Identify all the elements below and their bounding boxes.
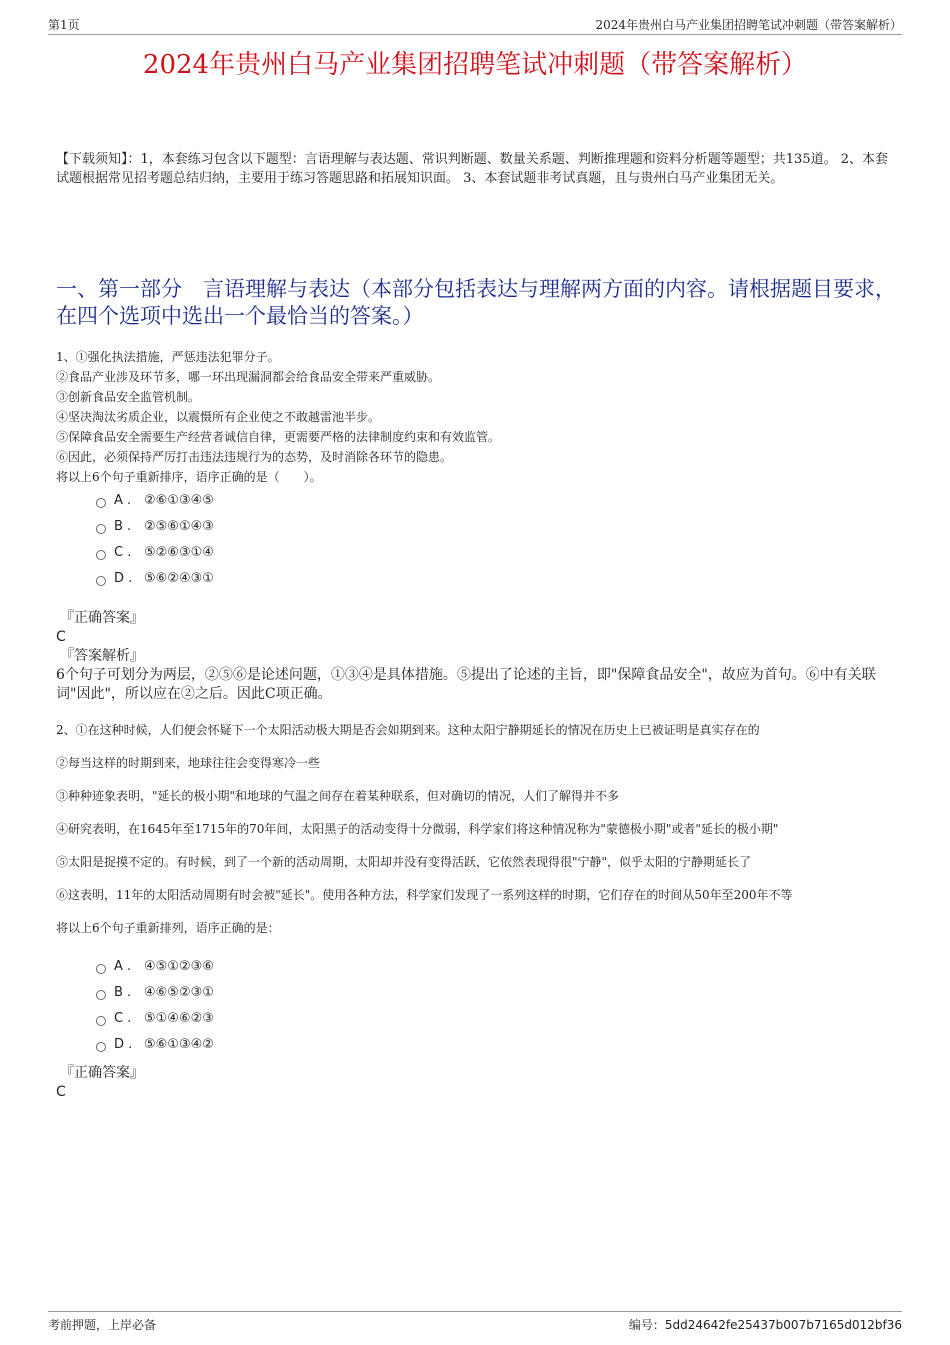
q2-line: ③种种迹象表明，"延长的极小期"和地球的气温之间存在着某种联系，但对确切的情况，人们了解得并不多	[56, 789, 620, 803]
q1-option-d[interactable]	[96, 566, 214, 592]
q2-line: 将以上6个句子重新排列，语序正确的是：	[56, 921, 280, 935]
footer-slogan: 考前押题，上岸必备	[48, 1318, 157, 1332]
analysis-label: 『答案解析』	[60, 648, 144, 664]
answer-value: C	[56, 1084, 66, 1100]
option-text: ②⑥①③④⑤	[144, 493, 214, 508]
page-footer	[48, 1311, 902, 1336]
option-key: D .	[114, 1037, 133, 1052]
q2-option-d[interactable]	[96, 1032, 214, 1058]
question-1-options	[96, 488, 214, 592]
radio-icon[interactable]	[96, 550, 106, 560]
radio-icon[interactable]	[96, 964, 106, 974]
question-2-stem	[56, 720, 898, 951]
option-key: C .	[114, 1011, 132, 1026]
q2-line: ⑤太阳是捉摸不定的。有时候，到了一个新的活动周期，太阳却并没有变得活跃，它依然表现得很"宁静"，似乎太阳的宁静期延长了	[56, 855, 752, 869]
option-key: A .	[114, 959, 132, 974]
q1-line: ④坚决淘汰劣质企业，以震慑所有企业使之不敢越雷池半步。	[56, 410, 381, 424]
option-text: ④⑤①②③⑥	[144, 959, 214, 974]
radio-icon[interactable]	[96, 1042, 106, 1052]
q1-line: ⑥因此，必须保持严厉打击违法违规行为的态势，及时消除各环节的隐患。	[56, 450, 453, 464]
q2-line: ④研究表明，在1645年至1715年的70年间，太阳黑子的活动变得十分微弱，科学家们将这种情况称为"蒙德极小期"或者"延长的极小期"	[56, 822, 779, 836]
option-text: ②⑤⑥①④③	[144, 519, 214, 534]
question-1-answer	[56, 609, 898, 704]
option-text: ⑤②⑥③①④	[144, 545, 214, 560]
option-key: A .	[114, 493, 132, 508]
option-key: B .	[114, 519, 132, 534]
answer-value: C	[56, 629, 66, 645]
option-key: B .	[114, 985, 132, 1000]
header-doc-title: 2024年贵州白马产业集团招聘笔试冲刺题（带答案解析）	[595, 18, 902, 32]
download-notice: 【下载须知】：1，本套练习包含以下题型：言语理解与表达题、常识判断题、数量关系题、判断推理题和资料分析题等题型；共135道。 2、本套试题根据常见招考题总结归纳，主要用于练习答题思路和拓展知识面。 3、本套试题非考试真题，且与贵州白马产业集团无关。	[56, 152, 888, 186]
q2-line: ②每当这样的时期到来，地球往往会变得寒冷一些	[56, 756, 321, 770]
answer-label: 『正确答案』	[60, 1065, 144, 1081]
q2-option-a[interactable]	[96, 954, 214, 980]
question-2-options	[96, 954, 214, 1058]
radio-icon[interactable]	[96, 1016, 106, 1026]
q1-line: ⑤保障食品安全需要生产经营者诚信自律，更需要严格的法律制度约束和有效监管。	[56, 430, 501, 444]
option-text: ⑤⑥②④③①	[144, 571, 214, 586]
analysis-text: 6个句子可划分为两层，②⑤⑥是论述问题，①③④是具体措施。⑤提出了论述的主旨，即"保障食品安全"，故应为首句。⑥中有关联词"因此"，所以应在②之后。因此C项正确。	[56, 667, 876, 702]
page-number: 第1页	[48, 18, 80, 32]
section-heading: 一、第一部分 言语理解与表达（本部分包括表达与理解两方面的内容。请根据题目要求，在四个选项中选出一个最恰当的答案。）	[56, 277, 896, 328]
answer-label: 『正确答案』	[60, 610, 144, 626]
radio-icon[interactable]	[96, 576, 106, 586]
page-title: 2024年贵州白马产业集团招聘笔试冲刺题（带答案解析）	[142, 50, 808, 80]
option-text: ⑤①④⑥②③	[144, 1011, 214, 1026]
q1-line: 将以上6个句子重新排序，语序正确的是（ ）。	[56, 470, 322, 484]
option-text: ⑤⑥①③④②	[144, 1037, 214, 1052]
q2-line: 2、①在这种时候，人们便会怀疑下一个太阳活动极大期是否会如期到来。这种太阳宁静期延长的情况在历史上已被证明是真实存在的	[56, 723, 760, 737]
radio-icon[interactable]	[96, 524, 106, 534]
q1-option-c[interactable]	[96, 540, 214, 566]
option-key: C .	[114, 545, 132, 560]
radio-icon[interactable]	[96, 498, 106, 508]
footer-doc-id: 编号：5dd24642fe25437b007b7165d012bf36	[628, 1318, 902, 1332]
q2-option-b[interactable]	[96, 980, 214, 1006]
question-2-answer	[56, 1064, 898, 1102]
option-key: D .	[114, 571, 133, 586]
q2-option-c[interactable]	[96, 1006, 214, 1032]
q1-option-a[interactable]	[96, 488, 214, 514]
q2-line: ⑥这表明，11年的太阳活动周期有时会被"延长"。使用各种方法，科学家们发现了一系列这样的时期，它们存在的时间从50年至200年不等	[56, 888, 793, 902]
page-header	[48, 14, 902, 35]
q1-line: ②食品产业涉及环节多，哪一环出现漏洞都会给食品安全带来严重威胁。	[56, 370, 441, 384]
question-1-stem	[56, 347, 898, 487]
radio-icon[interactable]	[96, 990, 106, 1000]
q1-line: ③创新食品安全监管机制。	[56, 390, 201, 404]
option-text: ④⑥⑤②③①	[144, 985, 214, 1000]
q1-line: 1、①强化执法措施，严惩违法犯罪分子。	[56, 350, 280, 364]
q1-option-b[interactable]	[96, 514, 214, 540]
